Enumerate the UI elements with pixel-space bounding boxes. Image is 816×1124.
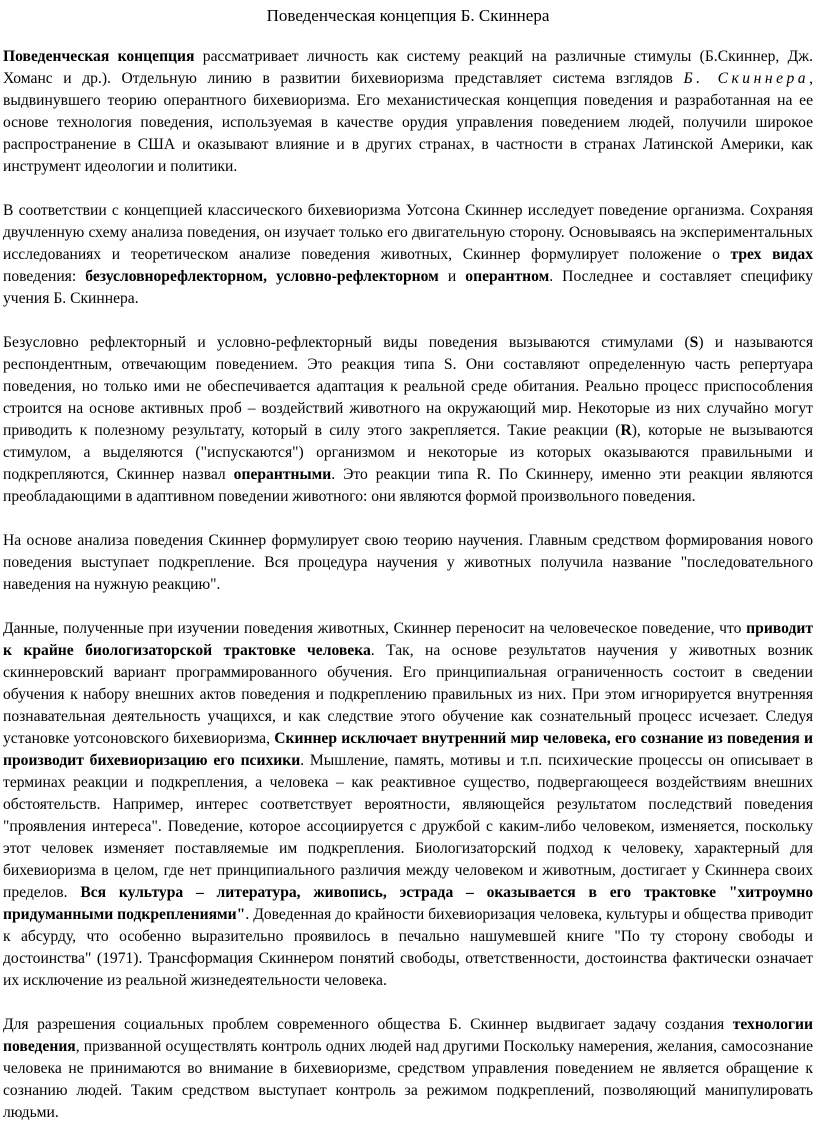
paragraph-text: , выдвинувшего теорию оперантного бихевиоризма. Его механистическая концепция поведения и разработанная на ее основе технология поведения, используемая в качестве орудия управления поведением людей, получили широкое распространение в США и оказывают влияние и в других странах, в частности в странах Латинской Америки, как инструмент идеологии и политики.	[3, 70, 813, 175]
bold-term: оперантном	[465, 268, 550, 285]
bold-term: S	[689, 334, 699, 351]
paragraph-5	[3, 618, 813, 992]
paragraph-text: . Так, на основе результатов научения у животных возник скиннеровский вариант программированного обучения. Его принципиальная ограниченность состоит в сведении обучения к набору внешних актов поведения и подкреплению правильных из них. При этом игнорируется внутренняя познавательная деятельность учащихся, и как следствие этого обучение как сознательный процесс исчезает. Следуя установке уотсоновского бихевиоризма,	[3, 642, 813, 747]
bold-term: Вся культура – литература, живопись, эстрада – оказывается в его трактовке "хитроумно придуманными подкреплениями"	[3, 884, 813, 923]
paragraph-text: ) и называются респондентным, отвечающим поведением. Это реакция типа S. Они составляют определенную часть репертуара поведения, но только ими не обеспечивается адаптация к реальной среде обитания. Реально процесс приспособления строится на основе активных проб – воздействий животного на окружающий мир. Некоторые из них случайно могут приводить к полезному результату, который в силу этого закрепляется. Такие реакции (	[3, 334, 813, 439]
paragraph-text: и	[438, 268, 466, 285]
paragraph-text: . Мышление, память, мотивы и т.п. психические процессы он описывает в терминах реакции и подкрепления, а человека – как реактивное существо, подвергающееся воздействиям внешних обстоятельств. Например, интерес соответствует вероятности, являющейся результатом последствий поведения "проявления интереса". Поведение, которое ассоциируется с дружбой с каким-либо человеком, изменяется, поскольку этот человек изменяет поставляемые им подкрепления. Биологизаторский подход к человеку, характерный для бихевиоризма в целом, где нет принципиального различия между человеком и животным, достигает у Скиннера своих пределов.	[3, 752, 813, 901]
paragraph-text: . Доведенная до крайности бихевиоризация человека, культуры и общества приводит к абсурду, что особенно выразительно проявилось в печально нашумевшей книге "По ту сторону свободы и достоинства" (1971). Трансформация Скиннером понятий свободы, ответственности, достоинства фактически означает их исключение из реальной жизнедеятельности человека.	[3, 906, 813, 989]
paragraph-text: ), которые не вызываются стимулом, а выделяются ("испускаются") организмом и некоторые из которых оказываются правильными и подкрепляются, Скиннер назвал	[3, 422, 813, 483]
paragraph-text: На основе анализа поведения Скиннер формулирует свою теорию научения. Главным средством формирования нового поведения выступает подкрепление. Вся процедура научения у животных получила название "последовательного наведения на нужную реакцию".	[3, 532, 813, 593]
paragraph-3	[3, 332, 813, 508]
paragraph-text: . Последнее и составляет специфику учения Б. Скиннера.	[3, 268, 813, 307]
bold-term: Скиннер исключает внутренний мир человека, его сознание из поведения и производит бихевиоризацию его психики	[3, 730, 813, 769]
paragraph-6	[3, 1014, 813, 1124]
bold-term: приводит к крайне биологизаторской трактовке человека	[3, 620, 813, 659]
paragraph-text: поведения:	[3, 268, 86, 285]
paragraph-1	[3, 46, 813, 178]
paragraph-text: . Это реакции типа R. По Скиннеру, именно эти реакции являются преобладающими в адаптивном поведении животного: они являются формой произвольного поведения.	[3, 466, 813, 505]
paragraph-text: Безусловно рефлекторный и условно-рефлекторный виды поведения вызываются стимулами (	[3, 334, 690, 351]
paragraph-text: , призванной осуществлять контроль одних людей над другими Поскольку намерения, желания, самосознание человека не принимаются во внимание в бихевиоризме, средством управления поведением не является обращение к сознанию людей. Таким средством выступает контроль за режимом подкреплений, позволяющий манипулировать людьми.	[3, 1038, 813, 1121]
document-title: Поведенческая концепция Б. Скиннера	[266, 6, 550, 25]
paragraph-text: Данные, полученные при изучении поведения животных, Скиннер переносит на человеческое поведение, что	[3, 620, 747, 637]
bold-term: R	[620, 422, 632, 439]
paragraph-2	[3, 200, 813, 310]
paragraph-text: рассматривает личность как систему реакций на различные стимулы (Б.Скиннер, Дж. Хоманс и др.). Отдельную линию в развитии бихевиоризма представляет система взглядов	[3, 48, 813, 87]
paragraph-4	[3, 530, 813, 596]
paragraph-text: В соответствии с концепцией классического бихевиоризма Уотсона Скиннер исследует поведение организма. Сохраняя двучленную схему анализа поведения, он изучает только его двигательную сторону. Основываясь на экспериментальных исследованиях и теоретическом анализе поведения животных, Скиннер формулирует положение о	[3, 202, 813, 263]
bold-term: Поведенческая концепция	[3, 48, 195, 65]
bold-term: трех видах	[730, 246, 813, 263]
bold-term: оперантными	[233, 466, 332, 483]
italic-name: Б. Скиннера	[683, 70, 810, 87]
bold-term: технологии поведения	[3, 1016, 813, 1055]
paragraph-text: Для разрешения социальных проблем современного общества Б. Скиннер выдвигает задачу создания	[3, 1016, 733, 1033]
bold-term: безусловнорефлекторном, условно-рефлекторном	[85, 268, 439, 285]
